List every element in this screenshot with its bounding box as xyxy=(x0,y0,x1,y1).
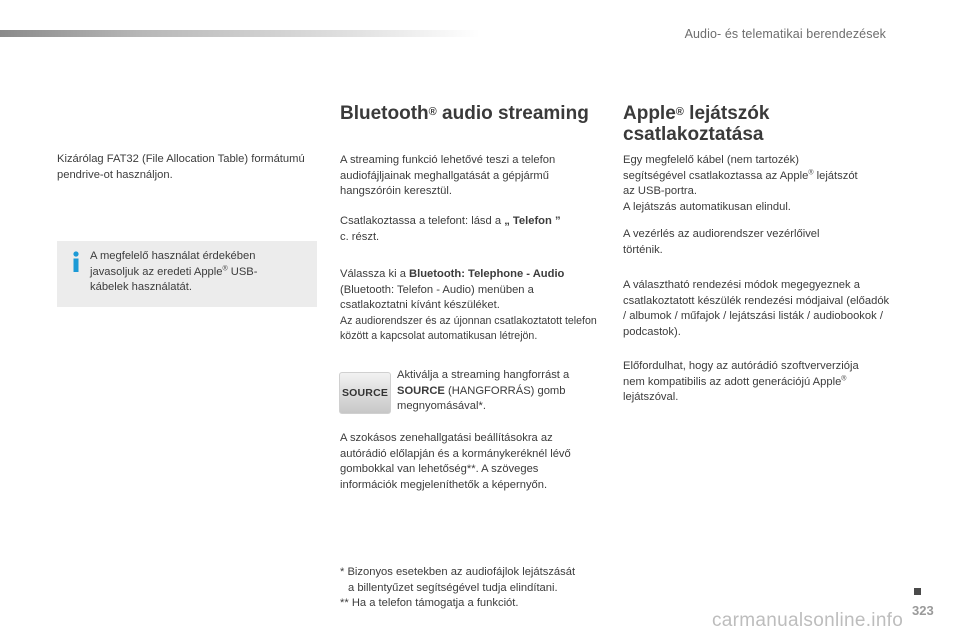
usb-format-note: Kizárólag FAT32 (File Allocation Table) formátumú pendrive-ot használjon. xyxy=(57,153,305,181)
header-rule xyxy=(0,30,480,37)
info-icon xyxy=(69,251,83,273)
control-note: A vezérlés az audiorendszer vezérlőivel történik. xyxy=(623,228,820,256)
footnotes: * Bizonyos esetekben az audiofájlok lejátszását a billentyűzet segítségével tudja elindítani. ** Ha a telefon támogatja a funkciót. xyxy=(340,566,576,609)
page-number: 323 xyxy=(912,603,934,618)
info-box xyxy=(57,241,317,307)
sorting-modes-note: A választható rendezési módok megegyeznek a csatlakoztatott készülék rendezési módjaival (előadók / albumok / műfajok / lejátszási listák / audiobookok / podcastok). xyxy=(623,279,890,338)
chapter-title: Audio- és telematikai berendezések xyxy=(684,27,886,41)
select-device-instructions: Válassza ki a Bluetooth: Telephone - Audio (Bluetooth: Telefon - Audio) menüben a csatlakoztatni kívánt készüléket. Az audiorendszer és az újonnan csatlakoztatott telefon között a kapcsolat automatikusan létrejön. xyxy=(340,268,597,342)
source-button: SOURCE xyxy=(339,372,391,414)
page-marker xyxy=(914,588,921,595)
watermark: carmanualsonline.info xyxy=(712,610,904,631)
bluetooth-streaming-heading: Bluetooth® audio streaming xyxy=(340,103,589,124)
apple-players-heading: Apple® lejátszók csatlakoztatása xyxy=(623,103,770,145)
info-text: A megfelelő használat érdekében javasoljuk az eredeti Apple® USB- kábelek használatát. xyxy=(90,250,258,293)
compatibility-note: Előfordulhat, hogy az autórádió szoftververziója nem kompatibilis az adott generációjú Apple® lejátszóval. xyxy=(623,360,859,403)
listening-settings-note: A szokásos zenehallgatási beállításokra az autórádió előlapján és a kormánykeréknél lévő gombokkal van lehetőség**. A szöveges információk megjeleníthetők a képernyőn. xyxy=(340,432,571,491)
activate-source-instructions: Aktiválja a streaming hangforrást a SOURCE (HANGFORRÁS) gomb megnyomásával*. xyxy=(397,369,570,412)
connect-phone-note: Csatlakoztassa a telefont: lásd a „ Telefon ” c. részt. xyxy=(340,215,561,243)
streaming-intro: A streaming funkció lehetővé teszi a telefon audiofájljainak meghallgatását a gépjármű hangszóróin keresztül. xyxy=(340,154,556,197)
apple-connect-instructions: Egy megfelelő kábel (nem tartozék) segítségével csatlakoztassa az Apple® lejátszót az USB-portra. A lejátszás automatikusan elindul. xyxy=(623,154,858,213)
